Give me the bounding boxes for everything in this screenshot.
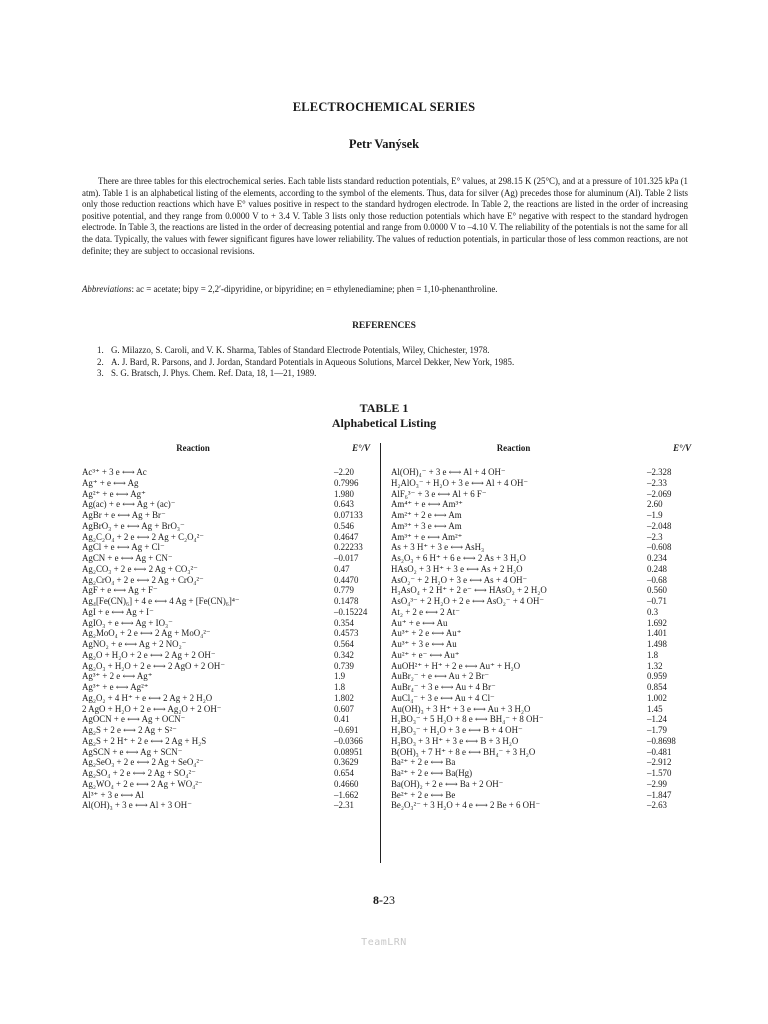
- table-row: [391, 800, 691, 811]
- potential-cell: –1.24: [647, 714, 667, 725]
- table-row: [391, 747, 691, 758]
- potential-cell: –1.79: [647, 725, 667, 735]
- watermark: TeamLRN: [361, 937, 407, 948]
- reaction-cell: Al(OH)₃ + 3 e ⟷ Al + 3 OH⁻: [82, 800, 192, 811]
- page-number: [0, 893, 768, 908]
- table-row: [391, 682, 691, 693]
- reaction-cell: Ag₂S + 2 H⁺ + 2 e ⟷ 2 Ag + H₂S: [82, 735, 207, 746]
- table-row: [82, 478, 370, 489]
- reference-number: 2.: [97, 356, 104, 367]
- potential-cell: –2.912: [647, 757, 672, 768]
- reaction-cell: HAsO₂ + 3 H⁺ + 3 e ⟷ As + 2 H₂O: [391, 563, 523, 574]
- reaction-cell: H₃AsO₄ + 2 H⁺ + 2 e⁻ ⟷ HAsO₂ + 2 H₂O: [391, 585, 547, 596]
- column-divider: [380, 443, 381, 863]
- table-row: [391, 564, 691, 575]
- table-row: [82, 671, 370, 682]
- reaction-cell: Au⁺ + e ⟷ Au: [391, 617, 448, 628]
- potential-cell: 0.08951: [334, 746, 363, 757]
- potential-cell: 0.342: [334, 649, 354, 660]
- potential-cell: –2.328: [647, 467, 672, 477]
- potential-cell: 1.692: [647, 617, 667, 628]
- table-row: [82, 768, 370, 779]
- table-row: [391, 693, 691, 704]
- reaction-cell: AgF + e ⟷ Ag + F⁻: [82, 585, 158, 596]
- reaction-cell: AgOCN + e ⟷ Ag + OCN⁻: [82, 714, 186, 725]
- reaction-cell: AgI + e ⟷ Ag + I⁻: [82, 606, 154, 617]
- potential-cell: 0.248: [647, 563, 667, 574]
- page-title: ELECTROCHEMICAL SERIES: [292, 100, 476, 114]
- table-row: [82, 542, 370, 553]
- potential-cell: 1.8: [647, 649, 659, 660]
- potential-cell: –1.9: [647, 510, 663, 520]
- potential-cell: –0.68: [647, 574, 667, 585]
- table-row: [391, 736, 691, 747]
- table-row: [391, 542, 691, 553]
- reaction-cell: Al³⁺ + 3 e ⟷ Al: [82, 789, 144, 800]
- potential-cell: 0.546: [334, 520, 354, 531]
- table-row: [391, 661, 691, 672]
- table-row: [391, 671, 691, 682]
- table-row: [82, 521, 370, 532]
- potential-cell: 0.654: [334, 768, 354, 778]
- table-row: [82, 714, 370, 725]
- potential-cell: –0.8698: [647, 735, 676, 746]
- potential-cell: 1.8: [334, 682, 346, 692]
- reaction-column-header: Reaction: [176, 443, 210, 453]
- reaction-cell: Ba(OH)₂ + 2 e ⟷ Ba + 2 OH⁻: [391, 778, 504, 789]
- table-row: [391, 779, 691, 790]
- table-row: [82, 510, 370, 521]
- potential-cell: 0.643: [334, 499, 354, 510]
- reaction-cell: B(OH)₃ + 7 H⁺ + 8 e ⟷ BH₄⁻ + 3 H₂O: [391, 746, 536, 757]
- reaction-cell: AuBr₂⁻ + e ⟷ Au + 2 Br⁻: [391, 671, 490, 682]
- reaction-cell: Ag₂MoO₄ + 2 e ⟷ 2 Ag + MoO₄²⁻: [82, 628, 211, 639]
- table-row: [82, 704, 370, 715]
- table-row: [82, 757, 370, 768]
- potential-cell: –1.662: [334, 789, 359, 800]
- potential-cell: –0.481: [647, 746, 672, 757]
- reaction-cell: Ag⁺ + e ⟷ Ag: [82, 477, 139, 488]
- table-row: [82, 489, 370, 500]
- potential-cell: 2.60: [647, 499, 663, 510]
- reaction-cell: Be₂O₃²⁻ + 3 H₂O + 4 e ⟷ 2 Be + 6 OH⁻: [391, 800, 541, 811]
- table-row: [391, 757, 691, 768]
- reference-number: 3.: [97, 368, 104, 379]
- reaction-cell: H₂BO₃⁻ + H₂O + 3 e ⟷ B + 4 OH⁻: [391, 725, 523, 735]
- potential-column-header: E°/V: [352, 443, 370, 453]
- reaction-cell: AuBr₄⁻ + 3 e ⟷ Au + 4 Br⁻: [391, 682, 496, 692]
- table-row: [82, 585, 370, 596]
- potential-cell: –2.99: [647, 778, 667, 789]
- abbreviations-paragraph: [82, 284, 688, 296]
- reaction-cell: AgCN + e ⟷ Ag + CN⁻: [82, 553, 173, 563]
- table-header-row: [82, 443, 370, 467]
- reaction-cell: Ag₂O₂ + 4 H⁺ + e ⟷ 2 Ag + 2 H₂O: [82, 692, 213, 703]
- table-row: [82, 532, 370, 543]
- author-name: Petr Vanýsek: [348, 137, 420, 151]
- table-row: [391, 585, 691, 596]
- reaction-cell: Au²⁺ + e⁻ ⟷ Au⁺: [391, 649, 460, 660]
- potential-cell: 0.4647: [334, 531, 359, 542]
- potential-cell: 0.779: [334, 585, 354, 596]
- table-left-column: [82, 443, 370, 811]
- reaction-cell: AgIO₃ + e ⟷ Ag + IO₃⁻: [82, 617, 173, 628]
- table-row: [82, 467, 370, 478]
- potential-cell: 0.959: [647, 671, 667, 682]
- potential-cell: 1.980: [334, 488, 354, 499]
- reaction-cell: Ag₂SO₄ + 2 e ⟷ 2 Ag + SO₄²⁻: [82, 768, 196, 778]
- table-row: [391, 521, 691, 532]
- reaction-cell: As + 3 H⁺ + 3 e ⟷ AsH₃: [391, 542, 485, 553]
- table-row: [391, 596, 691, 607]
- reaction-column-header: Reaction: [496, 443, 531, 453]
- potential-cell: 1.45: [647, 703, 663, 714]
- reaction-cell: At₂ + 2 e ⟷ 2 At⁻: [391, 606, 460, 617]
- potential-cell: –0.608: [647, 542, 672, 553]
- reaction-cell: Ag₂WO₄ + 2 e ⟷ 2 Ag + WO₄²⁻: [82, 778, 203, 789]
- reaction-cell: Ag³⁺ + e ⟷ Ag²⁺: [82, 682, 149, 692]
- page-number-value: 23: [383, 893, 395, 907]
- reaction-cell: AgSCN + e ⟷ Ag + SCN⁻: [82, 746, 183, 757]
- potential-cell: 0.607: [334, 703, 354, 714]
- right-rows-list: [391, 467, 691, 811]
- table-row: [82, 596, 370, 607]
- potential-cell: –1.847: [647, 789, 672, 800]
- potential-cell: 0.564: [334, 639, 354, 649]
- reaction-cell: Am⁴⁺ + e ⟷ Am³⁺: [391, 499, 463, 510]
- reaction-cell: As₂O₃ + 6 H⁺ + 6 e ⟷ 2 As + 3 H₂O: [391, 553, 526, 563]
- potential-cell: 0.739: [334, 660, 354, 671]
- reaction-cell: Ag₂SeO₃ + 2 e ⟷ 2 Ag + SeO₄²⁻: [82, 757, 204, 768]
- potential-cell: 0.854: [647, 682, 667, 692]
- reaction-cell: Ag₂CrO₄ + 2 e ⟷ 2 Ag + CrO₄²⁻: [82, 574, 204, 585]
- potential-column-header: E°/V: [673, 443, 691, 453]
- table-title: TABLE 1: [359, 401, 409, 415]
- table-row: [391, 725, 691, 736]
- table-row: [82, 628, 370, 639]
- table-row: [82, 575, 370, 586]
- potential-cell: 1.802: [334, 692, 354, 703]
- potential-cell: –2.069: [647, 488, 672, 499]
- table-row: [82, 800, 370, 811]
- table-row: [391, 628, 691, 639]
- reaction-cell: Ba²⁺ + 2 e ⟷ Ba(Hg): [391, 768, 473, 778]
- table-row: [82, 682, 370, 693]
- potential-cell: 0.560: [647, 585, 667, 596]
- reaction-cell: Ag₂S + 2 e ⟷ 2 Ag + S²⁻: [82, 725, 177, 735]
- table-row: [82, 607, 370, 618]
- references-heading: REFERENCES: [352, 321, 416, 331]
- table-row: [391, 714, 691, 725]
- potential-cell: –0.017: [334, 553, 359, 563]
- potential-cell: 0.354: [334, 617, 354, 628]
- table-row: [391, 478, 691, 489]
- table-row: [391, 768, 691, 779]
- table-row: [391, 575, 691, 586]
- potential-cell: –2.31: [334, 800, 354, 811]
- reaction-cell: Ba²⁺ + 2 e ⟷ Ba: [391, 757, 456, 768]
- table-row: [391, 553, 691, 564]
- reaction-cell: Ac³⁺ + 3 e ⟷ Ac: [82, 467, 147, 477]
- table-row: [82, 650, 370, 661]
- potential-cell: 0.7996: [334, 477, 359, 488]
- table-row: [391, 607, 691, 618]
- reaction-cell: Al(OH)₄⁻ + 3 e ⟷ Al + 4 OH⁻: [391, 467, 506, 477]
- table-row: [391, 467, 691, 478]
- table-row: [391, 510, 691, 521]
- potential-cell: 0.3: [647, 606, 659, 617]
- reaction-cell: Ag(ac) + e ⟷ Ag + (ac)⁻: [82, 499, 176, 510]
- reaction-cell: Au(OH)₃ + 3 H⁺ + 3 e ⟷ Au + 3 H₂O: [391, 703, 531, 714]
- table-row: [391, 489, 691, 500]
- reference-item: [97, 368, 514, 380]
- reference-item: [97, 345, 514, 357]
- reference-number: 1.: [97, 345, 104, 355]
- table-row: [82, 553, 370, 564]
- reaction-cell: Ag³⁺ + 2 e ⟷ Ag⁺: [82, 671, 153, 682]
- reaction-cell: Am²⁺ + 2 e ⟷ Am: [391, 510, 462, 520]
- table-row: [391, 650, 691, 661]
- table-row: [391, 618, 691, 629]
- potential-cell: 0.234: [647, 553, 667, 563]
- table-row: [82, 736, 370, 747]
- reaction-cell: Ag₂O + H₂O + 2 e ⟷ 2 Ag + 2 OH⁻: [82, 649, 216, 660]
- potential-cell: 1.401: [647, 628, 667, 639]
- table-row: [391, 790, 691, 801]
- potential-cell: 0.4660: [334, 778, 359, 789]
- reaction-cell: Ag²⁺ + e ⟷ Ag⁺: [82, 488, 146, 499]
- reaction-cell: AgCl + e ⟷ Ag + Cl⁻: [82, 542, 165, 553]
- potential-cell: –2.048: [647, 520, 672, 531]
- potential-cell: –2.3: [647, 531, 663, 542]
- reaction-cell: 2 AgO + H₂O + 2 e ⟷ Ag₂O + 2 OH⁻: [82, 703, 222, 714]
- table-header-row: [391, 443, 691, 467]
- potential-cell: 1.498: [647, 639, 667, 649]
- potential-cell: –0.15224: [334, 606, 368, 617]
- reaction-cell: AgNO₂ + e ⟷ Ag + 2 NO₂⁻: [82, 639, 187, 649]
- potential-cell: 0.41: [334, 714, 350, 725]
- reference-item: [97, 357, 514, 369]
- table-right-column: [391, 443, 691, 811]
- abbreviations-text: : ac = acetate; bipy = 2,2′-dipyridine, or bipyridine; en = ethylenediamine; phen = 1,10-phenanthroline.: [131, 284, 498, 294]
- reaction-cell: AgBrO₃ + e ⟷ Ag + BrO₃⁻: [82, 520, 185, 531]
- reaction-cell: Be²⁺ + 2 e ⟷ Be: [391, 789, 456, 800]
- reference-text: G. Milazzo, S. Caroli, and V. K. Sharma, Tables of Standard Electrode Potentials, Wiley, Chichester, 1978.: [111, 345, 490, 355]
- reaction-cell: AlF₆³⁻ + 3 e ⟷ Al + 6 F⁻: [391, 488, 487, 499]
- table-row: [82, 639, 370, 650]
- table-row: [82, 618, 370, 629]
- potential-cell: 0.4573: [334, 628, 359, 639]
- potential-cell: 1.002: [647, 692, 667, 703]
- reaction-cell: AsO₂⁻ + 2 H₂O + 3 e ⟷ As + 4 OH⁻: [391, 574, 528, 585]
- table-row: [391, 532, 691, 543]
- reaction-cell: H₃BO₃ + 3 H⁺ + 3 e ⟷ B + 3 H₂O: [391, 735, 519, 746]
- table-row: [82, 564, 370, 575]
- reaction-cell: Am³⁺ + e ⟷ Am²⁺: [391, 531, 463, 542]
- table-subtitle: Alphabetical Listing: [331, 416, 437, 430]
- reaction-cell: AuOH²⁺ + H⁺ + 2 e ⟷ Au⁺ + H₂O: [391, 660, 521, 671]
- references-list: [97, 345, 514, 380]
- potential-cell: –0.0366: [334, 735, 363, 746]
- potential-cell: 0.3629: [334, 757, 359, 768]
- table-row: [82, 693, 370, 704]
- table-row: [391, 704, 691, 715]
- table-row: [391, 499, 691, 510]
- reaction-cell: Am³⁺ + 3 e ⟷ Am: [391, 520, 462, 531]
- reaction-cell: Ag₂C₂O₄ + 2 e ⟷ 2 Ag + C₂O₄²⁻: [82, 531, 204, 542]
- left-rows-list: [82, 467, 370, 811]
- potential-cell: 0.22233: [334, 542, 363, 553]
- potential-cell: –0.71: [647, 596, 667, 606]
- table-row: [82, 779, 370, 790]
- potential-cell: –2.33: [647, 477, 667, 488]
- reaction-cell: Au³⁺ + 3 e ⟷ Au: [391, 639, 457, 649]
- potential-cell: –2.20: [334, 467, 354, 477]
- table-row: [82, 725, 370, 736]
- reaction-cell: Ag₄[Fe(CN)₆] + 4 e ⟷ 4 Ag + [Fe(CN)₆]⁴⁻: [82, 596, 240, 606]
- reaction-cell: AsO₄³⁻ + 2 H₂O + 2 e ⟷ AsO₂⁻ + 4 OH⁻: [391, 596, 545, 606]
- reaction-cell: AgBr + e ⟷ Ag + Br⁻: [82, 510, 166, 520]
- page-number-section: 8-: [373, 893, 383, 907]
- reference-text: S. G. Bratsch, J. Phys. Chem. Ref. Data, 18, 1—21, 1989.: [111, 368, 317, 379]
- table-row: [391, 639, 691, 650]
- potential-cell: 1.9: [334, 671, 346, 682]
- potential-cell: 0.4470: [334, 574, 359, 585]
- potential-cell: –2.63: [647, 800, 667, 811]
- potential-cell: 0.47: [334, 563, 350, 574]
- reaction-cell: H₂AlO₃⁻ + H₂O + 3 e ⟷ Al + 4 OH⁻: [391, 477, 529, 488]
- potential-cell: 0.07133: [334, 510, 363, 520]
- reaction-cell: AuCl₄⁻ + 3 e ⟷ Au + 4 Cl⁻: [391, 692, 495, 703]
- table-row: [82, 790, 370, 801]
- reference-text: A. J. Bard, R. Parsons, and J. Jordan, Standard Potentials in Aqueous Solutions, Marcel Dekker, New York, 1985.: [111, 356, 515, 367]
- reaction-cell: Au³⁺ + 2 e ⟷ Au⁺: [391, 628, 462, 639]
- table-row: [82, 747, 370, 758]
- table-row: [82, 661, 370, 672]
- potential-cell: 1.32: [647, 660, 663, 671]
- potential-cell: –0.691: [334, 725, 359, 735]
- abbreviations-label: Abbreviations: [82, 284, 132, 294]
- reaction-cell: H₂BO₃⁻ + 5 H₂O + 8 e ⟷ BH₄⁻ + 8 OH⁻: [391, 714, 544, 725]
- potential-cell: –1.570: [647, 768, 672, 778]
- intro-paragraph: There are three tables for this electrochemical series. Each table lists standard reduction potentials, E° values, at 298.15 K (25°C), and at a pressure of 101.325 kPa (1 atm). Table 1 is an alphabetical listing of the elements, according to the symbol of the elements. Thus, data for silver (Ag) precedes those for aluminum (Al). Table 2 lists only those reduction reactions which have E° values positive in respect to the standard hydrogen electrode. In Table 2, the reactions are listed in the order of increasing positive potential, and they range from 0.0000 V to + 3.4 V. Table 3 lists only those reduction potentials which have E° negative with respect to the standard hydrogen electrode. In Table 3, the reactions are listed in the order of decreasing potential and range from 0.0000 V to –4.10 V. The reliability of the potentials is not the same for all the data. Typically, the values with fewer significant figures have lower reliability. The values of reduction potentials, in particular those of less common reactions, are not definite; they are subject to occasional revisions.: [82, 176, 688, 256]
- reaction-cell: Ag₂CO₃ + 2 e ⟷ 2 Ag + CO₃²⁻: [82, 563, 198, 574]
- table-row: [82, 499, 370, 510]
- reaction-cell: Ag₂O₃ + H₂O + 2 e ⟷ 2 AgO + 2 OH⁻: [82, 660, 226, 671]
- potential-cell: 0.1478: [334, 596, 359, 606]
